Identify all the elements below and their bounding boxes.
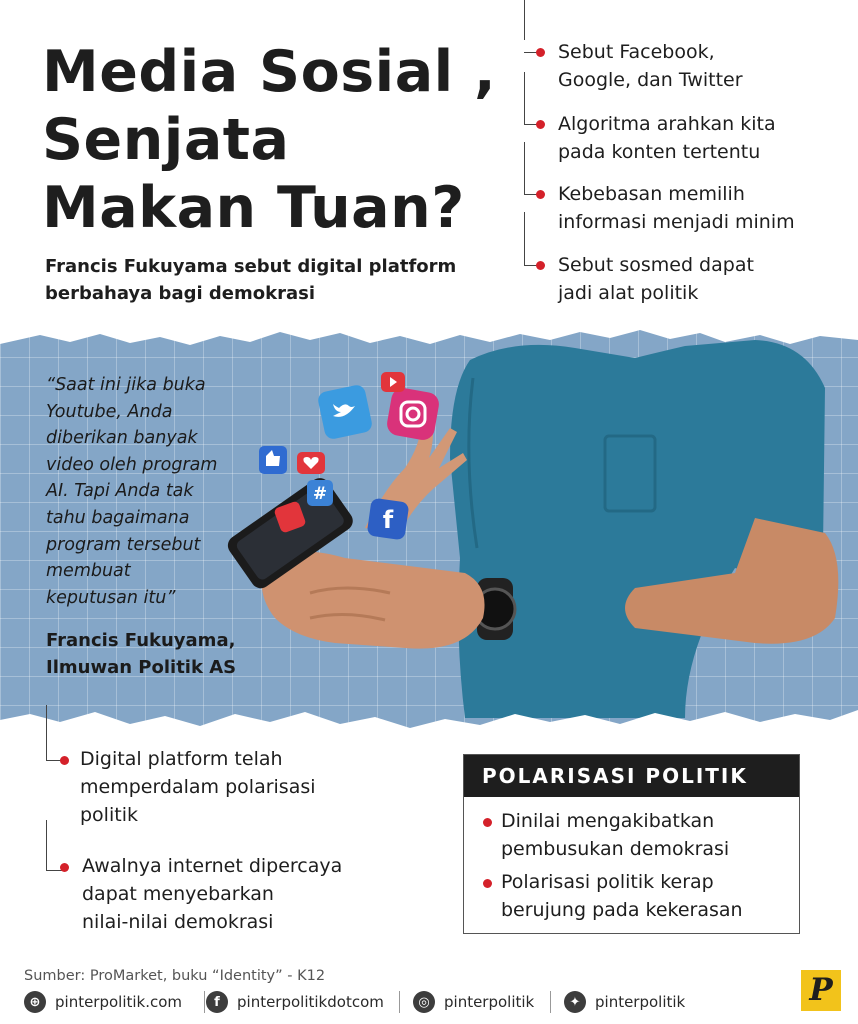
bullet-text — [558, 38, 743, 94]
timeline-line — [524, 142, 525, 195]
like-icon — [259, 446, 287, 474]
hashtag-icon — [307, 480, 333, 506]
quote-line: Youtube, Anda — [46, 401, 173, 422]
quote-author-line: Francis Fukuyama, — [46, 630, 236, 651]
quote-line: program tersebut — [46, 534, 201, 555]
bullet-line: Sebut Facebook, — [558, 41, 715, 63]
footer-label: pinterpolitik — [595, 993, 686, 1011]
polarisasi-box — [463, 754, 800, 934]
bullet-line: memperdalam polarisasi — [80, 776, 316, 798]
bullet-dot — [483, 879, 492, 888]
social-icons-cluster — [255, 368, 445, 548]
pinterpolitik-logo: P — [801, 970, 841, 1011]
twitter-icon: ✦ — [564, 991, 586, 1013]
quote-text — [46, 372, 261, 611]
torn-edge-top — [0, 318, 858, 358]
facebook-icon — [367, 498, 410, 541]
bullet-line: pada konten tertentu — [558, 141, 761, 163]
twitter-icon — [317, 384, 374, 441]
bullet-line: Digital platform telah — [80, 748, 283, 770]
bullet-text — [82, 852, 342, 936]
bullet-line: berujung pada kekerasan — [501, 899, 743, 921]
timeline-line — [524, 212, 525, 265]
polarisasi-heading: POLARISASI POLITIK — [464, 755, 799, 797]
bullet-line: jadi alat politik — [558, 282, 699, 304]
subtitle-line: Francis Fukuyama sebut digital platform — [45, 256, 457, 277]
timeline-line — [524, 72, 525, 125]
title-line: Media Sosial , — [42, 39, 497, 105]
bullet-line: Algoritma arahkan kita — [558, 113, 776, 135]
bullet-dot — [483, 818, 492, 827]
quote-line: membuat — [46, 561, 131, 582]
footer-label: pinterpolitikdotcom — [237, 993, 384, 1011]
bullet-text — [80, 745, 316, 829]
bullet-text — [558, 110, 776, 166]
svg-text:#: # — [312, 484, 328, 504]
footer-divider — [399, 991, 400, 1013]
instagram-icon: ◎ — [413, 991, 435, 1013]
source-text: Sumber: ProMarket, buku “Identity” - K12 — [24, 968, 326, 984]
youtube-icon — [381, 372, 405, 392]
svg-text:f: f — [382, 506, 394, 534]
subtitle-line: berbahaya bagi demokrasi — [45, 283, 315, 304]
main-title — [42, 38, 512, 242]
bullet-line: Sebut sosmed dapat — [558, 254, 754, 276]
bullet-dot — [60, 756, 69, 765]
quote-author-line: Ilmuwan Politik AS — [46, 657, 237, 678]
timeline-line — [46, 705, 47, 760]
facebook-icon: f — [206, 991, 228, 1013]
bullet-line: politik — [80, 804, 138, 826]
quote-line: keputusan itu” — [46, 587, 176, 608]
bullet-line: nilai-nilai demokrasi — [82, 911, 274, 933]
timeline-line — [524, 0, 525, 40]
bullet-dot — [536, 261, 545, 270]
notification-icon — [273, 500, 306, 533]
footer-twitter-link[interactable] — [564, 988, 685, 1016]
subtitle — [45, 253, 485, 307]
heart-icon — [297, 452, 325, 474]
title-line: Senjata — [42, 107, 290, 173]
bullet-dot — [536, 190, 545, 199]
title-line: Makan Tuan? — [42, 175, 465, 241]
bullet-line: Google, dan Twitter — [558, 69, 743, 91]
timeline-line — [46, 870, 62, 871]
footer-label: pinterpolitik — [444, 993, 535, 1011]
quote-line: diberikan banyak — [46, 428, 198, 449]
quote-line: AI. Tapi Anda tak — [46, 481, 194, 502]
bullet-dot — [536, 120, 545, 129]
quote-line: “Saat ini jika buka — [46, 375, 206, 395]
bottom-points-list — [44, 705, 384, 945]
bullet-text — [501, 868, 743, 924]
footer-divider — [550, 991, 551, 1013]
footer-instagram-link[interactable] — [413, 988, 534, 1016]
bullet-line: pembusukan demokrasi — [501, 838, 730, 860]
bullet-dot — [536, 48, 545, 57]
bullet-text — [558, 251, 754, 307]
bullet-dot — [60, 863, 69, 872]
bullet-line: Awalnya internet dipercaya — [82, 855, 343, 877]
bullet-line: informasi menjadi minim — [558, 211, 795, 233]
bullet-line: Polarisasi politik kerap — [501, 871, 714, 893]
bullet-line: Dinilai mengakibatkan — [501, 810, 715, 832]
footer-divider — [204, 991, 205, 1013]
quote-author — [46, 627, 276, 681]
quote-line: tahu bagaimana — [46, 507, 190, 528]
bullet-text — [558, 180, 795, 236]
bullet-line: Kebebasan memilih — [558, 183, 745, 205]
bullet-text — [501, 807, 729, 863]
globe-icon: ⊕ — [24, 991, 46, 1013]
footer-label: pinterpolitik.com — [55, 993, 183, 1011]
timeline-line — [46, 820, 47, 870]
bullet-line: dapat menyebarkan — [82, 883, 274, 905]
footer-social-bar — [24, 988, 744, 1016]
quote-line: video oleh program — [46, 454, 218, 475]
instagram-icon — [385, 386, 441, 442]
footer-website-link[interactable] — [24, 988, 182, 1016]
top-points-list — [522, 0, 852, 320]
footer-facebook-link[interactable] — [206, 988, 384, 1016]
